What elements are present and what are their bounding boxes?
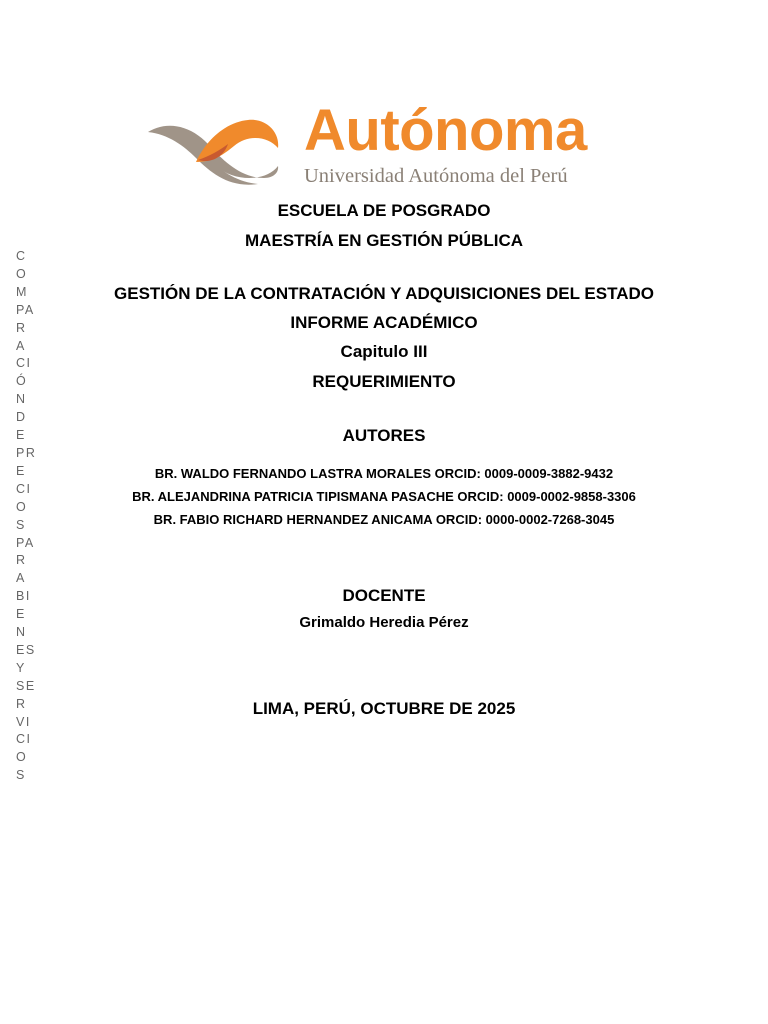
logo-wave-icon — [146, 118, 281, 188]
author-line: BR. WALDO FERNANDO LASTRA MORALES ORCID: 0009-0009-3882-9432 — [154, 466, 614, 481]
side-text-fragment: S — [16, 768, 26, 783]
side-text-fragment: E — [16, 607, 26, 622]
logo-brand-name: Autónoma — [304, 98, 587, 163]
side-text-fragment: E — [16, 428, 26, 443]
side-text-fragment: CI — [16, 732, 32, 747]
logo-subtitle: Universidad Autónoma del Perú — [304, 165, 568, 187]
side-text-fragment: R — [16, 696, 27, 711]
place-date: LIMA, PERÚ, OCTUBRE DE 2025 — [252, 699, 516, 718]
side-text-fragment: N — [16, 625, 27, 640]
side-text-fragment: A — [16, 338, 26, 353]
document-type: INFORME ACADÉMICO — [290, 313, 478, 332]
side-text-fragment: Ó — [16, 374, 28, 389]
program-name: MAESTRÍA EN GESTIÓN PÚBLICA — [245, 231, 523, 250]
author-line: BR. ALEJANDRINA PATRICIA TIPISMANA PASACHE ORCID: 0009-0002-9858-3306 — [132, 489, 636, 504]
chapter-label: Capitulo III — [340, 342, 428, 361]
university-logo — [146, 98, 596, 192]
teacher-heading: DOCENTE — [342, 586, 426, 605]
side-text-fragment: C — [16, 249, 27, 263]
side-text-fragment: E — [16, 463, 26, 478]
side-text-fragment: Y — [16, 660, 26, 675]
school-name: ESCUELA DE POSGRADO — [277, 201, 491, 220]
authors-heading: AUTORES — [342, 426, 426, 445]
side-text-fragment: A — [16, 571, 26, 586]
side-text-fragment: O — [16, 750, 28, 765]
side-text-fragment: ES — [16, 642, 36, 657]
side-text-fragment: CI — [16, 481, 32, 496]
topic-title: REQUERIMIENTO — [312, 372, 456, 391]
side-text-fragment: PR — [16, 445, 37, 460]
side-text-fragment: D — [16, 410, 27, 425]
side-text-fragment: S — [16, 517, 26, 532]
course-title: GESTIÓN DE LA CONTRATACIÓN Y ADQUISICIONES DEL ESTADO — [114, 284, 654, 303]
side-text-fragment: SE — [16, 678, 36, 693]
side-text-fragment: O — [16, 499, 28, 514]
side-text-fragment: CI — [16, 356, 32, 371]
side-text-fragment: M — [16, 284, 28, 299]
side-text-fragment: PA — [16, 302, 35, 317]
side-text-fragment: BI — [16, 589, 31, 604]
side-text-fragment: N — [16, 392, 27, 407]
side-text-fragment: PA — [16, 535, 35, 550]
side-text-fragment: R — [16, 320, 27, 335]
side-text-fragment: R — [16, 553, 27, 568]
teacher-name: Grimaldo Heredia Pérez — [299, 614, 469, 631]
side-text-fragment: O — [16, 266, 28, 281]
side-text-fragment: VI — [16, 714, 31, 729]
author-line: BR. FABIO RICHARD HERNANDEZ ANICAMA ORCID: 0000-0002-7268-3045 — [153, 512, 615, 527]
